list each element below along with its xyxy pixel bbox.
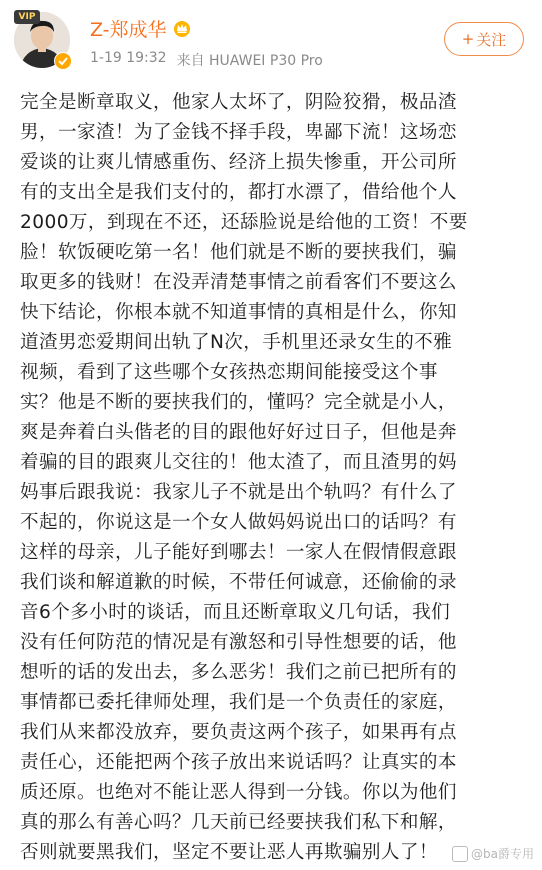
follow-button[interactable] (444, 22, 524, 56)
source-prefix: 来自 (176, 53, 205, 69)
post-source (177, 50, 323, 70)
watermark (452, 845, 534, 862)
avatar-container[interactable] (14, 12, 70, 68)
verified-badge-icon (54, 52, 72, 70)
post-timestamp: 1-19 19:32 (90, 50, 167, 66)
post-content: 完全是断章取义，他家人太坏了，阴险狡猾，极品渣 男，一家渣！为了金钱不择手段，卑鄙下流！这场恋 爱谈的让爽儿情感重伤、经济上损失惨重，开公司所 有的支出全是我们支付的，都打水漂了，借给他个人 2000万，到现在不还，还舔脸说是给他的工资！不要 脸！软饭硬吃第一名！他们就是不断的要挟我们，骗 取更多的钱财！在没弄清楚事情之前看客们不要这么 快下结论，你根本就不知道事情的真相是什么，你知 道渣男恋爱期间出轨了N次，手机里还录女生的不雅 视频，看到了这些哪个女孩热恋期间能接受这个事 实？他是不断的要挟我们的，懂吗？完全就是小人， 爽是奔着白头偕老的目的跟他好好过日子，但他是奔 着骗的目的跟爽儿交往的！他太渣了，而且渣男的妈 妈事后跟我说：我家儿子不就是出个轨吗？有什么了 不起的，你说这是一个女人做妈妈说出口的话吗？有 这样的母亲，儿子能好到哪去！一家人在假情假意跟 我们谈和解道歉的时候，不带任何诚意，还偷偷的录 音6个多小时的谈话，而且还断章取义几句话，我们 没有任何防范的情况是有激怒和引导性想要的话，他 想听的话的发出去，多么恶劣！我们之前已把所有的 事情都已委托律师处理，我们是一个负责任的家庭， 我们从来都没放弃，要负责这两个孩子，如果再有点 责任心，还能把两个孩子放出来说话吗？让真实的本 质还原。也绝对不能让恶人得到一分钱。你以为他们 真的那么有善心吗？几天前已经要挟我们私下和解， 否则就要黑我们，坚定不要让恶人再欺骗别人了！ (20, 92, 468, 863)
post-header (0, 0, 542, 80)
follow-plus-icon: + (461, 30, 475, 48)
watermark-text: @ba爵专用 (471, 847, 534, 861)
source-device[interactable]: HUAWEI P30 Pro (209, 53, 323, 69)
watermark-icon (452, 846, 468, 862)
vip-badge: VIP (14, 10, 40, 24)
author-name[interactable]: Z-郑成华 (90, 18, 167, 41)
post-meta (90, 50, 323, 70)
author-row (90, 16, 191, 40)
crown-icon (173, 19, 191, 37)
follow-label: 关注 (476, 30, 507, 49)
